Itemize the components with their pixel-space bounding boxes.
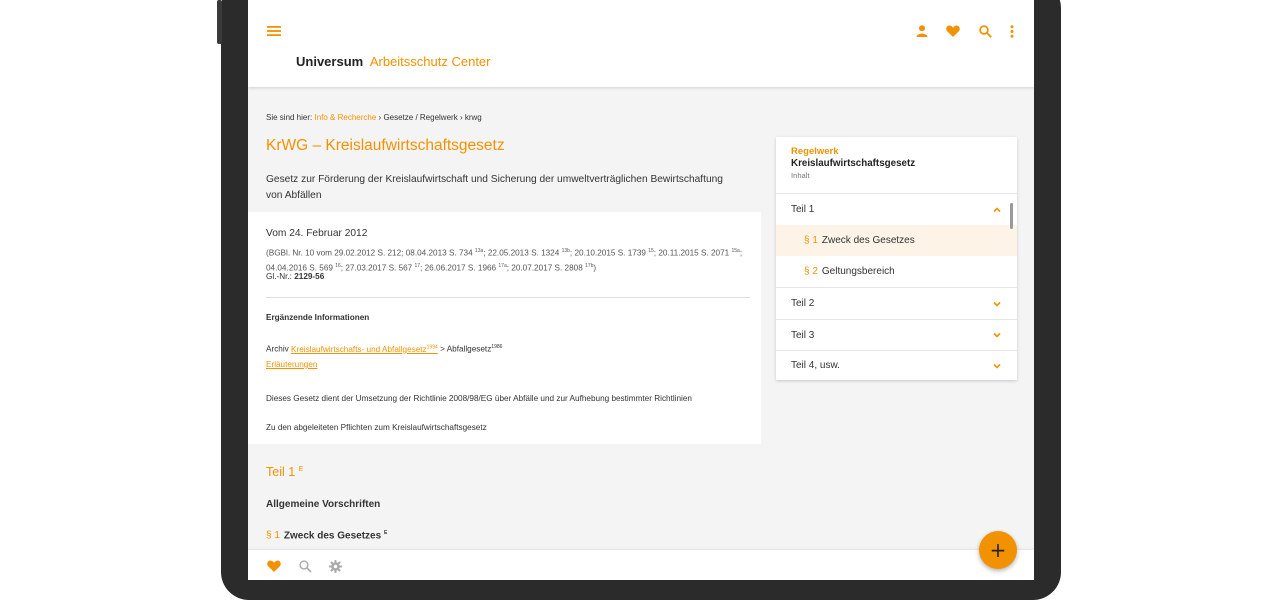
bottom-nav-bar xyxy=(248,550,1034,580)
heart-icon[interactable] xyxy=(943,21,963,41)
page-title: KrWG – Kreislaufwirtschaftsgesetz xyxy=(266,137,505,154)
section-heading-teil1: Teil 1 $^E$ xyxy=(266,465,304,479)
heart-icon[interactable] xyxy=(264,556,284,576)
breadcrumb xyxy=(266,113,482,122)
chevron-down-icon xyxy=(992,361,1002,371)
gl-nr: Gl.-Nr.: 2129-56 xyxy=(266,272,325,281)
breadcrumb-item-info[interactable]: Info & Recherche xyxy=(314,113,377,122)
toc-scrollbar[interactable] xyxy=(1010,203,1013,229)
toc-panel xyxy=(776,137,1017,380)
toc-subitem-par1[interactable]: § 1 Zweck des Gesetzes xyxy=(776,225,1017,256)
breadcrumb-item-current: krwg xyxy=(464,113,482,122)
breadcrumb-item-gesetze[interactable]: Gesetze / Regelwerk xyxy=(383,113,458,122)
menu-icon[interactable] xyxy=(264,21,284,41)
breadcrumb-prefix: Sie sind hier: xyxy=(266,113,313,122)
toc-subitem-par2[interactable]: § 2 Geltungsbereich xyxy=(804,266,895,277)
toc-title: Kreislaufwirtschaftsgesetz xyxy=(791,158,916,169)
toc-item-teil2[interactable]: Teil 2 xyxy=(776,287,1017,319)
bgbl-references: (BGBl. Nr. 10 vom 29.02.2012 S. 212; 08.04.2013 S. 734 $^{13a}$; 22.05.2013 S. 1324 $^{13b}$; 20.10.2015 S. 1739 $^{15}$; 20.11.2015 S. 2071 $^{15a}$; 04.04.2016 S. 569 $^{16}$; 27.03.2017 S. 567 $^{17}$; 26.06.2017 S. 1966 $^{17a}$; 20.07.2017 S. 2808 $^{17b}$) xyxy=(266,248,743,273)
erlaeuterungen-link[interactable]: Erläuterungen xyxy=(266,360,318,369)
toc-subtitle: Inhalt xyxy=(791,171,810,180)
paragraph-heading: § 1 Zweck des Gesetzes $^E$ xyxy=(266,530,388,542)
law-date: Vom 24. Februar 2012 xyxy=(266,228,368,239)
add-fab-button[interactable]: + xyxy=(979,531,1017,569)
toc-item-teil1[interactable]: Teil 1 xyxy=(776,193,1017,225)
brand-accent: Arbeitsschutz Center xyxy=(369,54,491,69)
toc-header xyxy=(791,146,915,180)
chevron-down-icon xyxy=(992,330,1002,340)
info-heading: Ergänzende Informationen xyxy=(266,313,370,322)
screen xyxy=(248,0,1034,580)
search-icon[interactable] xyxy=(295,556,315,576)
tablet-side-button xyxy=(217,0,222,44)
section-subtitle: Allgemeine Vorschriften xyxy=(266,499,381,510)
top-app-bar xyxy=(248,0,1034,87)
brand-main: Universum xyxy=(296,54,364,69)
gear-icon[interactable] xyxy=(325,556,345,576)
breadcrumb-separator: › xyxy=(459,113,463,122)
more-vert-icon[interactable] xyxy=(1002,21,1022,41)
search-icon[interactable] xyxy=(975,21,995,41)
archiv-link[interactable]: Kreislaufwirtschafts- und Abfallgesetz$^{1994}$ xyxy=(291,344,438,354)
chevron-down-icon xyxy=(992,299,1002,309)
archiv-line: Archiv Kreislaufwirtschafts- und Abfallgesetz$^{1994}$ > Abfallgesetz$^{1986}$ xyxy=(266,344,503,354)
derived-obligations-link[interactable]: Zu den abgeleiteten Pflichten zum Kreislaufwirtschaftsgesetz xyxy=(266,423,487,432)
law-subtitle: Gesetz zur Förderung der Kreislaufwirtschaft und Sicherung der umweltverträglichen Bewirtschaftung von Abfällen xyxy=(266,174,723,201)
brand-logo[interactable] xyxy=(296,54,491,69)
toc-kicker: Regelwerk xyxy=(791,146,839,157)
chevron-up-icon xyxy=(992,205,1002,215)
toc-item-teil4[interactable]: Teil 4, usw. xyxy=(776,350,1017,380)
breadcrumb-separator: › xyxy=(378,113,382,122)
toc-item-teil3[interactable]: Teil 3 xyxy=(776,319,1017,350)
directive-note: Dieses Gesetz dient der Umsetzung der Richtlinie 2008/98/EG über Abfälle und zur Aufhebung bestimmter Richtlinien xyxy=(266,394,692,403)
user-icon[interactable] xyxy=(912,21,932,41)
divider xyxy=(266,297,750,298)
